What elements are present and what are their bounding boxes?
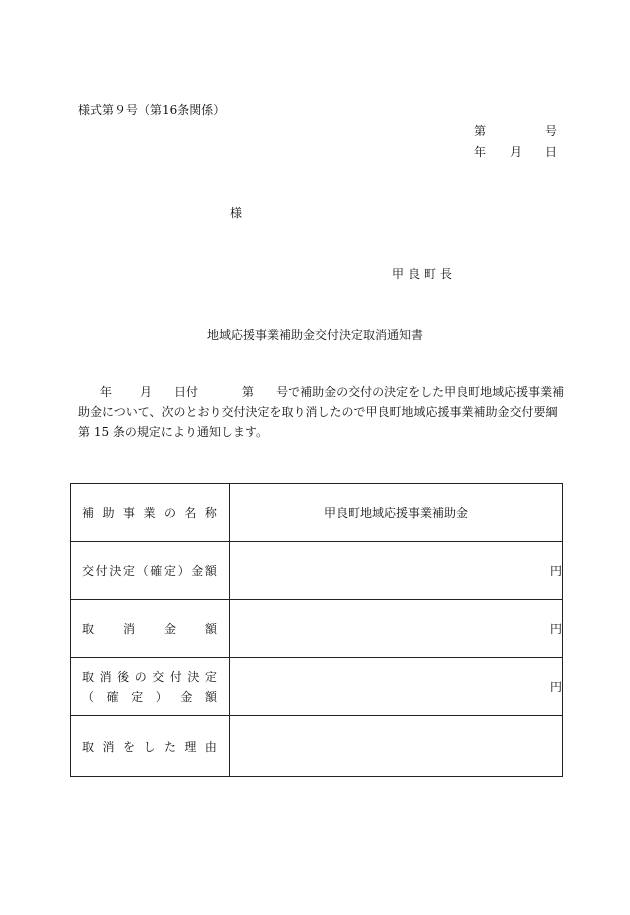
body-year: 年 xyxy=(100,385,113,399)
label-char: 名 xyxy=(184,506,197,520)
label-char: 消 xyxy=(102,739,115,754)
decision-amount-value: 円 xyxy=(230,542,563,600)
label-char: 消 xyxy=(122,622,135,636)
label-char: 額 xyxy=(204,564,217,578)
project-name-value: 甲良町地域応援事業補助金 xyxy=(230,484,563,542)
label-char: を xyxy=(122,739,135,754)
row-label-cell xyxy=(71,484,230,542)
label-char: ） xyxy=(177,564,190,578)
label-char: 取 xyxy=(82,622,95,636)
post-cancel-label-line-2 xyxy=(82,687,217,707)
post-cancel-amount-value: 円 xyxy=(230,658,563,716)
body-dai: 第 xyxy=(242,385,255,399)
label-char: 金 xyxy=(191,564,204,578)
label-char: 金 xyxy=(180,689,193,704)
label-char: し xyxy=(143,739,156,754)
doc-number-prefix: 第 xyxy=(474,124,487,138)
label-char: 付 xyxy=(95,564,108,578)
label-char: 理 xyxy=(184,739,197,754)
post-cancel-amount-label xyxy=(71,667,229,707)
table-row xyxy=(71,658,563,716)
cancel-reason-label xyxy=(71,738,229,755)
cancel-reason-value xyxy=(230,716,563,777)
label-char: 定 xyxy=(122,564,135,578)
recipient-honorific: 様 xyxy=(230,206,243,220)
label-char: 消 xyxy=(99,669,112,684)
row-label-cell xyxy=(71,716,230,777)
project-name-label xyxy=(71,504,229,521)
label-char: 交 xyxy=(82,564,95,578)
label-char: 定 xyxy=(131,689,144,704)
label-char: 額 xyxy=(204,622,217,636)
table-row xyxy=(71,542,563,600)
label-char: た xyxy=(163,739,176,754)
body-line-3: 第 15 条の規定により通知します。 xyxy=(78,425,268,439)
cancel-amount-value: 円 xyxy=(230,600,563,658)
body-day: 日付 xyxy=(174,385,199,399)
cancel-amount-label xyxy=(71,620,229,637)
label-char: 付 xyxy=(169,669,182,684)
post-cancel-label-line-1 xyxy=(82,667,217,687)
body-text xyxy=(78,382,565,442)
body-month: 月 xyxy=(140,385,153,399)
label-char: の xyxy=(163,506,176,520)
date-month-label: 月 xyxy=(510,145,523,159)
label-char: 定 xyxy=(204,669,217,684)
document-title: 地域応援事業補助金交付決定取消通知書 xyxy=(206,328,423,342)
label-char: （ xyxy=(136,564,149,578)
body-line-2: 助金について、次のとおり交付決定を取り消したので甲良町地域応援事業補助金交付要綱 xyxy=(78,405,558,419)
label-char: 事 xyxy=(122,506,135,520)
label-char: ） xyxy=(155,689,168,704)
label-char: 称 xyxy=(204,506,217,520)
date-day-label: 日 xyxy=(545,145,558,159)
label-char: 額 xyxy=(204,689,217,704)
body-line-1-rest: 号で補助金の交付の決定をした甲良町地域応援事業補 xyxy=(276,385,565,399)
decision-amount-label xyxy=(71,562,229,579)
doc-number-suffix: 号 xyxy=(545,124,558,138)
label-char: 後 xyxy=(117,669,130,684)
label-char: 業 xyxy=(143,506,156,520)
label-char: 由 xyxy=(204,739,217,754)
info-table xyxy=(70,483,563,777)
label-char: 助 xyxy=(102,506,115,520)
table-row xyxy=(71,716,563,777)
label-char: の xyxy=(134,669,147,684)
label-char: 交 xyxy=(152,669,165,684)
row-label-cell xyxy=(71,600,230,658)
label-char: 取 xyxy=(82,669,95,684)
body-line-1 xyxy=(78,382,565,402)
label-char: 補 xyxy=(82,506,95,520)
row-label-cell xyxy=(71,658,230,716)
label-char: 取 xyxy=(82,739,95,754)
label-char: 確 xyxy=(106,689,119,704)
label-char: 決 xyxy=(187,669,200,684)
label-char: 決 xyxy=(109,564,122,578)
form-number: 様式第９号（第16条関係） xyxy=(78,103,226,117)
label-char: 確 xyxy=(150,564,163,578)
label-char: （ xyxy=(82,689,95,704)
row-label-cell xyxy=(71,542,230,600)
sender-name: 甲良町長 xyxy=(392,267,457,281)
label-char: 金 xyxy=(163,622,176,636)
table-row xyxy=(71,484,563,542)
date-year-label: 年 xyxy=(474,145,487,159)
table-row xyxy=(71,600,563,658)
label-char: 定 xyxy=(163,564,176,578)
